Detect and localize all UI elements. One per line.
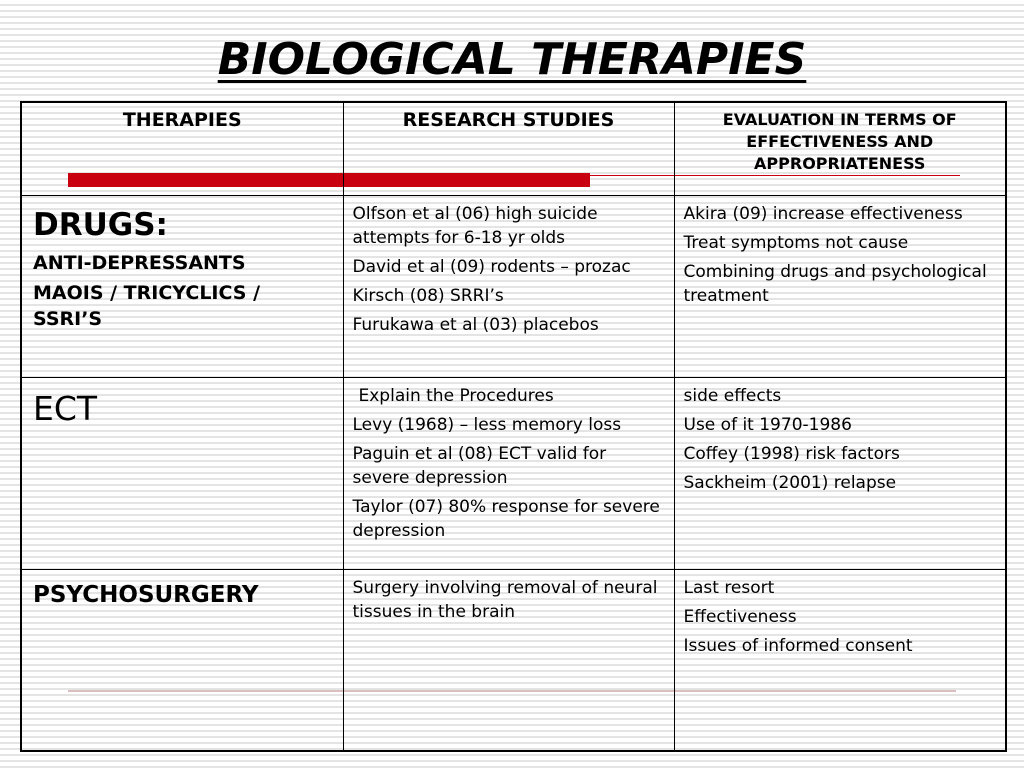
therapy-cell-drugs (21, 195, 343, 377)
evaluation-list-psychosurgery (684, 576, 997, 658)
therapy-sub-antidepressants: ANTI-DEPRESSANTS (33, 251, 246, 274)
list-item: Kirsch (08) SRRI’s (352, 285, 504, 306)
list-item: Olfson et al (06) high suicide attempts for 6-18 yr olds (352, 203, 598, 248)
header-research-studies: RESEARCH STUDIES (343, 102, 674, 195)
list-item: Paguin et al (08) ECT valid for severe depression (352, 443, 607, 488)
therapy-heading-ect: ECT (33, 388, 98, 428)
evaluation-cell-drugs (674, 195, 1006, 377)
therapy-cell-psychosurgery (21, 569, 343, 751)
studies-list-ect (353, 384, 665, 543)
list-item: Last resort (683, 577, 775, 598)
therapy-cell-ect (21, 377, 343, 569)
studies-cell-psychosurgery (343, 569, 674, 751)
list-item: Use of it 1970-1986 (683, 414, 852, 435)
table-row-ect (21, 377, 1006, 569)
list-item: side effects (683, 385, 782, 406)
evaluation-cell-ect (674, 377, 1006, 569)
list-item: Surgery involving removal of neural tissues in the brain (352, 577, 658, 622)
list-item: Explain the Procedures (358, 385, 554, 406)
list-item: Levy (1968) – less memory loss (352, 414, 622, 435)
therapy-heading-drugs: DRUGS: (33, 206, 168, 243)
list-item: Coffey (1998) risk factors (683, 443, 900, 464)
table-row-drugs (21, 195, 1006, 377)
evaluation-list-ect (684, 384, 997, 495)
list-item: Sackheim (2001) relapse (683, 472, 897, 493)
list-item: Akira (09) increase effectiveness (683, 203, 963, 224)
header-therapies: THERAPIES (21, 102, 343, 195)
studies-cell-ect (343, 377, 674, 569)
list-item: Combining drugs and psychological treatment (683, 261, 987, 306)
list-item: Furukawa et al (03) placebos (352, 314, 599, 335)
list-item: Treat symptoms not cause (683, 232, 909, 253)
header-row (21, 102, 1006, 195)
evaluation-list-drugs (684, 202, 997, 308)
studies-cell-drugs (343, 195, 674, 377)
list-item: Taylor (07) 80% response for severe depression (352, 496, 660, 541)
therapy-sub-drug-types: MAOIS / TRICYCLICS / SSRI’S (33, 281, 261, 330)
slide-title: BIOLOGICAL THERAPIES (217, 34, 807, 85)
list-item: Issues of informed consent (683, 635, 913, 656)
list-item: Effectiveness (683, 606, 797, 627)
header-evaluation: EVALUATION IN TERMS OF EFFECTIVENESS AND APPROPRIATENESS (674, 102, 1006, 195)
table-row-psychosurgery (21, 569, 1006, 751)
evaluation-cell-psychosurgery (674, 569, 1006, 751)
studies-list-psychosurgery (353, 576, 665, 624)
studies-list-drugs (353, 202, 665, 337)
list-item: David et al (09) rodents – prozac (352, 256, 631, 277)
therapies-table (20, 101, 1007, 752)
therapy-heading-psychosurgery: PSYCHOSURGERY (33, 581, 259, 608)
